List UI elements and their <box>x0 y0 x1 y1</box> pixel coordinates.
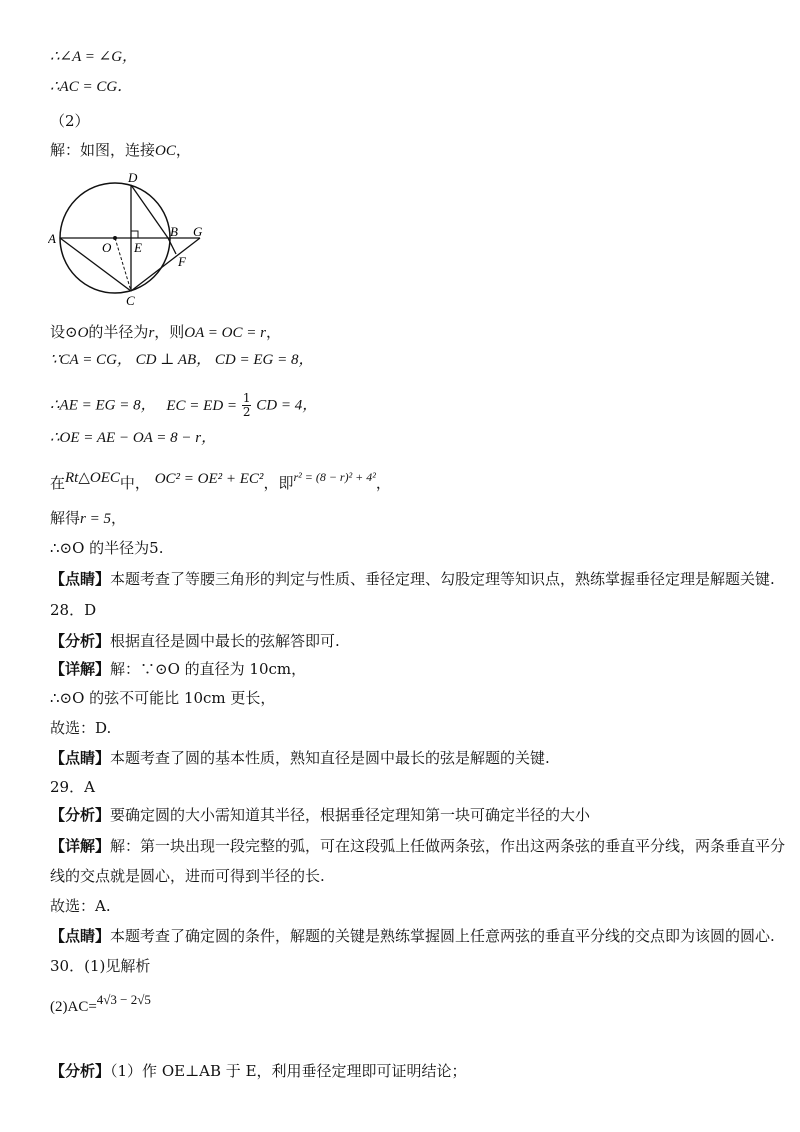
tag: 【点睛】 <box>50 570 111 588</box>
line-8: ∴OE = AE − OA = 8 − r， <box>50 430 217 446</box>
math: r <box>148 325 155 341</box>
line-24 <box>50 926 775 946</box>
math: CD = 4， <box>256 397 318 414</box>
line-14 <box>50 631 340 651</box>
segment-ac <box>60 238 131 291</box>
label-a: A <box>48 231 56 246</box>
text: 根据直径是圆中最长的弦解答即可. <box>110 632 340 650</box>
line-10 <box>50 508 126 529</box>
line-3: （2） <box>50 112 90 130</box>
text: ，则 <box>154 323 185 341</box>
text: 的半径为 <box>88 323 149 341</box>
line-1: ∴∠A = ∠G， <box>50 49 138 65</box>
fraction <box>242 392 252 419</box>
label-o: O <box>102 240 112 255</box>
math: OC <box>155 143 176 159</box>
text: （1）作 OE⊥AB 于 E，利用垂径定理即可证明结论； <box>110 1062 467 1080</box>
math: 4√3 − 2√5 <box>96 992 151 1007</box>
text: 本题考查了等腰三角形的判定与性质、垂径定理、勾股定理等知识点，熟练掌握垂径定理是解题关键. <box>110 570 775 588</box>
line-19: 29．A <box>50 778 95 796</box>
tag: 【点睛】 <box>50 927 111 945</box>
line-26 <box>50 990 151 1017</box>
math: r² = (8 − r)² + 4² <box>293 470 376 484</box>
line-21 <box>50 836 785 856</box>
line-27 <box>50 1061 467 1081</box>
line-11: ∴⊙O 的半径为5. <box>50 539 164 557</box>
text: 在 <box>50 474 66 492</box>
text: 中， <box>119 474 150 492</box>
segment-oc-dashed <box>115 238 131 291</box>
text: 解：如图，连接 <box>50 141 156 159</box>
line-20 <box>50 805 590 825</box>
line-22: 线的交点就是圆心，进而可得到半径的长. <box>50 867 325 885</box>
math: r = 5 <box>80 511 111 527</box>
text: 要确定圆的大小需知道其半径，根据垂径定理知第一块可确定半径的大小 <box>110 806 591 824</box>
label-g: G <box>193 224 203 239</box>
text: (2)AC= <box>50 999 97 1015</box>
line-12 <box>50 569 775 589</box>
label-e: E <box>134 240 142 255</box>
text: ，即 <box>263 474 294 492</box>
tag: 【详解】 <box>50 660 111 678</box>
text: ， <box>175 141 191 159</box>
text: 设⊙ <box>50 323 78 341</box>
line-5 <box>50 322 281 343</box>
text: ， <box>375 474 391 492</box>
line-4 <box>50 140 191 161</box>
center-point <box>113 236 117 240</box>
label-d: D <box>128 170 138 185</box>
math: OC² = OE² + EC² <box>154 471 264 487</box>
line-15 <box>50 659 306 679</box>
math: Rt△OEC <box>65 470 120 486</box>
tag: 【分析】 <box>50 632 111 650</box>
text: ， <box>110 509 126 527</box>
text: 本题考查了圆的基本性质，熟知直径是圆中最长的弦是解题的关键. <box>110 749 550 767</box>
line-25: 30．(1)见解析 <box>50 957 151 975</box>
line-16: ∴⊙O 的弦不可能比 10cm 更长， <box>50 689 276 707</box>
label-f: F <box>178 254 186 269</box>
math: O <box>77 325 89 341</box>
tag: 【点睛】 <box>50 749 111 767</box>
line-17: 故选：D. <box>50 719 112 737</box>
line-6: ∵CA = CG， CD ⊥ AB， CD = EG = 8， <box>50 352 314 368</box>
fraction-numerator: 1 <box>242 391 251 405</box>
line-18 <box>50 748 550 768</box>
text: 解得 <box>50 509 81 527</box>
line-2: ∴AC = CG． <box>50 79 133 95</box>
text: 解：∵⊙O 的直径为 10cm， <box>110 660 307 678</box>
tag: 【详解】 <box>50 837 111 855</box>
text: ， <box>265 323 281 341</box>
line-7 <box>50 392 317 419</box>
circle-figure <box>48 170 218 310</box>
math: ∴AE = EG = 8， <box>50 397 156 414</box>
text: 本题考查了确定圆的条件，解题的关键是熟练掌握圆上任意两弦的垂直平分线的交点即为该圆的圆心. <box>110 927 775 945</box>
math: EC = ED = <box>166 397 238 414</box>
line-13: 28．D <box>50 601 97 619</box>
line-9 <box>50 467 391 493</box>
line-23: 故选：A. <box>50 897 111 915</box>
math: OA = OC = r <box>184 325 266 341</box>
right-angle-mark <box>131 231 138 238</box>
label-c: C <box>126 293 135 308</box>
label-b: B <box>170 224 178 239</box>
tag: 【分析】 <box>50 1062 111 1080</box>
fraction-denominator: 2 <box>242 405 251 419</box>
text: 解：第一块出现一段完整的弧，可在这段弧上任做两条弦，作出这两条弦的垂直平分线，两条垂直平分 <box>110 837 786 855</box>
tag: 【分析】 <box>50 806 111 824</box>
